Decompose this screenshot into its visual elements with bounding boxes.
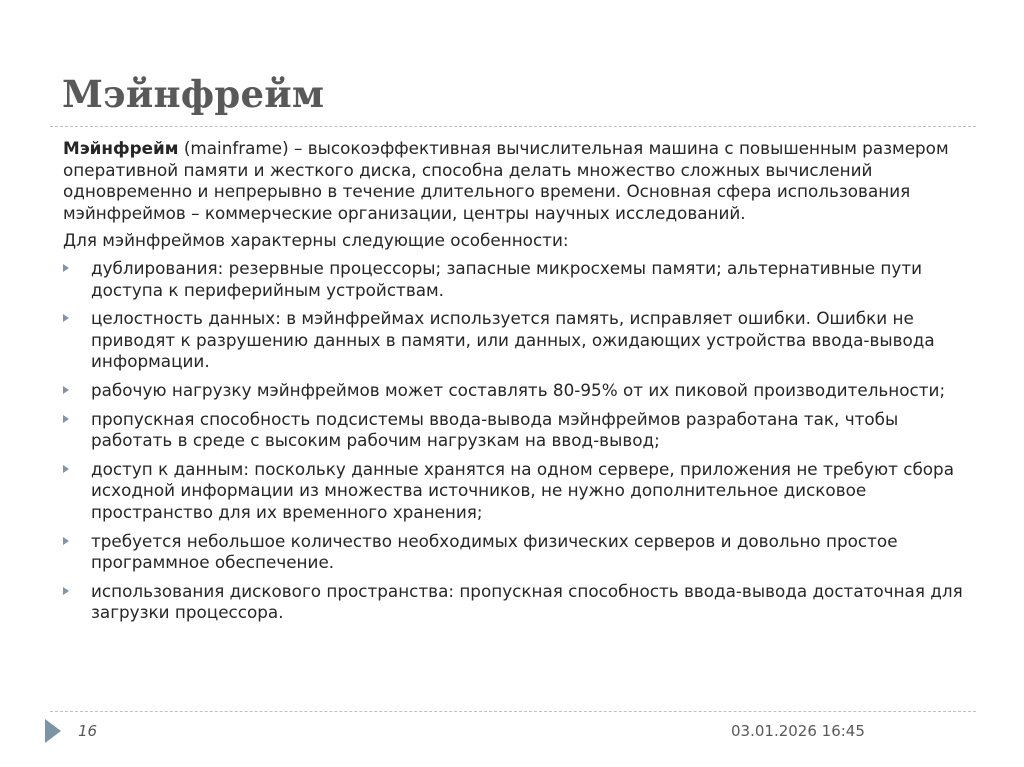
list-item: [63, 380, 978, 402]
intro-text: (mainframe) – высокоэффективная вычислительная машина с повышенным размером оперативной памяти и жесткого диска, способна делать множество сложных вычислений одновременно и непрерывно в течение длительного времени. Основная сфера использования мэйнфреймов – коммерческие организации, центры научных исследований.: [63, 138, 949, 223]
bullet-arrow-icon: [63, 415, 69, 423]
bullet-arrow-icon: [63, 386, 69, 394]
list-item: [63, 581, 978, 624]
list-item-text: целостность данных: в мэйнфреймах используется память, исправляет ошибки. Ошибки не приводят к разрушению данных в памяти, или данных, ожидающих устройства ввода-вывода информации.: [91, 308, 935, 372]
bullet-arrow-icon: [63, 465, 69, 473]
list-item-text: рабочую нагрузку мэйнфреймов может составлять 80-95% от их пиковой производительности;: [91, 379, 946, 400]
page-number: 16: [78, 722, 98, 740]
slide-body: [63, 138, 978, 631]
list-item-text: доступ к данным: поскольку данные хранятся на одном сервере, приложения не требуют сбора исходной информации из множества источников, не нужно дополнительное дисковое пространство для их временного хранения;: [91, 458, 954, 522]
footer-arrow-icon: [45, 719, 61, 743]
bullet-arrow-icon: [63, 537, 69, 545]
list-item: [63, 308, 978, 373]
slide-datetime: 03.01.2026 16:45: [731, 722, 865, 740]
list-item-text: дублирования: резервные процессоры; запасные микросхемы памяти; альтернативные пути доступа к периферийным устройствам.: [91, 257, 922, 300]
bullet-arrow-icon: [63, 264, 69, 272]
intro-term: Мэйнфрейм: [63, 138, 179, 158]
list-item: [63, 258, 978, 301]
list-item: [63, 459, 978, 524]
title-divider: [50, 126, 976, 127]
list-item: [63, 531, 978, 574]
slide-title: Мэйнфрейм: [62, 72, 325, 116]
list-item-text: использования дискового пространства: пропускная способность ввода-вывода достаточная для загрузки процессора.: [91, 580, 963, 623]
features-intro: Для мэйнфреймов характерны следующие особенности:: [63, 230, 569, 251]
list-item: [63, 409, 978, 452]
bullet-arrow-icon: [63, 587, 69, 595]
list-item-text: пропускная способность подсистемы ввода-вывода мэйнфреймов разработана так, чтобы работать в среде с высоким рабочим нагрузкам на ввод-вывод;: [91, 408, 899, 451]
list-item-text: требуется небольшое количество необходимых физических серверов и довольно простое программное обеспечение.: [91, 530, 898, 573]
intro-paragraph: [63, 138, 978, 224]
features-list: [63, 258, 978, 624]
footer-divider: [50, 711, 976, 712]
bullet-arrow-icon: [63, 314, 69, 322]
